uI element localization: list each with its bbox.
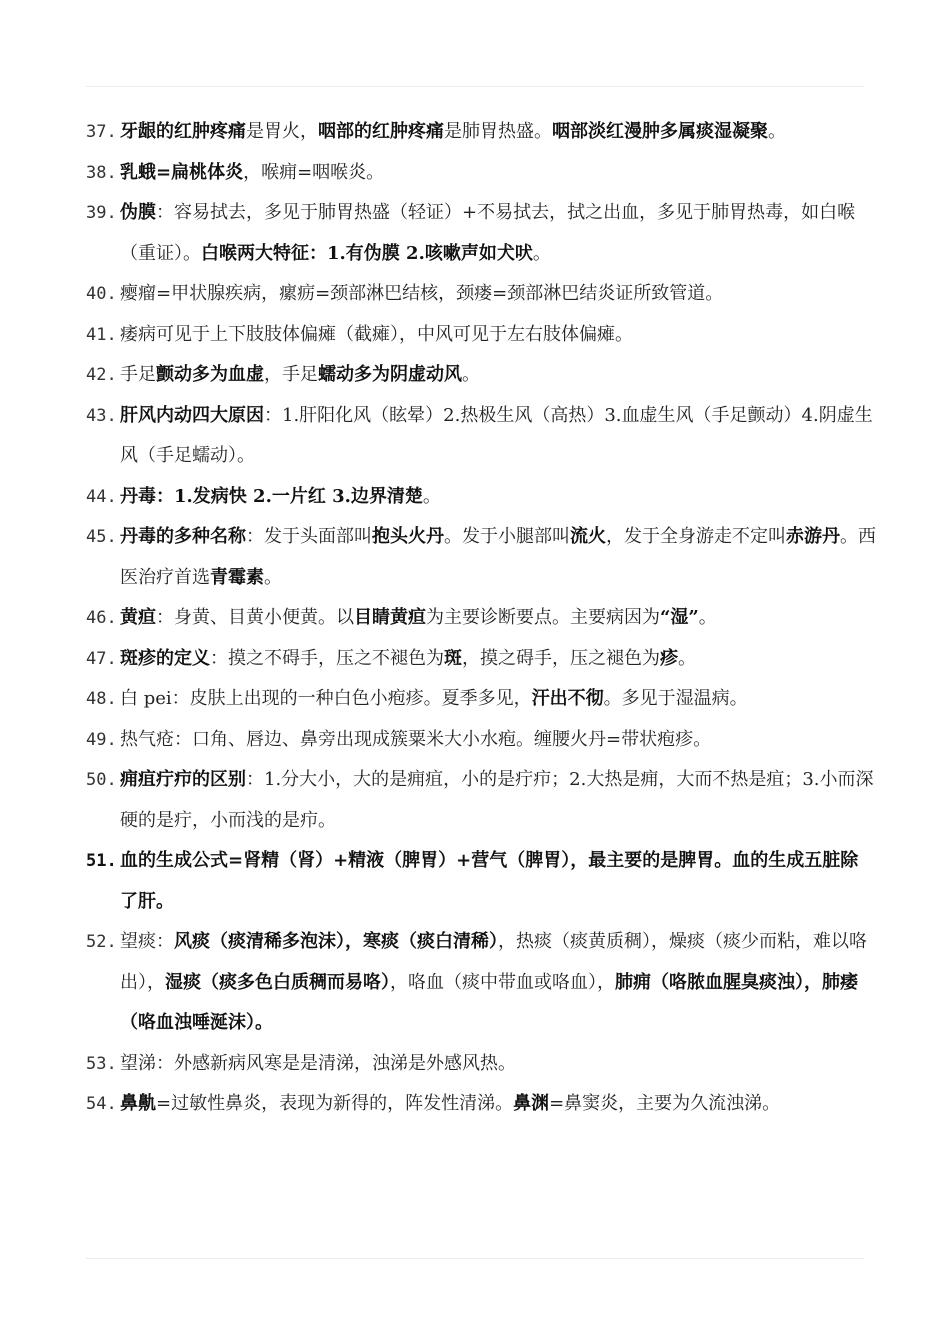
item-number: 47.: [86, 648, 117, 669]
bold-text: 疹: [660, 647, 678, 669]
item-number: 42.: [86, 365, 117, 385]
bold-text: 颤动多为血虚: [156, 364, 264, 385]
body-text: 。: [768, 121, 786, 142]
bold-text: 血的生成公式=肾精（肾）+精液（脾胃）+营气（脾胃），最主要的是脾胃。血的生成五脏除了肝。: [120, 850, 859, 912]
list-item: [86, 274, 876, 315]
item-number: 46.: [86, 608, 117, 628]
body-text: 手足: [120, 364, 156, 385]
list-item: [86, 760, 876, 841]
note-list: [86, 112, 876, 1125]
body-text: ：容易拭去，多见于肺胃热盛（轻证）+不易拭去，拭之出血，多见于肺胃热毒，如白喉（重证）。: [120, 202, 856, 264]
item-number: 50.: [86, 770, 117, 790]
body-text: =鼻窦炎，主要为久流浊涕。: [549, 1093, 781, 1114]
body-text: 。发于小腿部叫: [444, 526, 570, 547]
item-number: 53.: [86, 1053, 117, 1074]
body-text: 。: [698, 607, 717, 628]
list-item: [86, 1044, 876, 1085]
bold-text: 赤游丹: [786, 526, 840, 547]
item-number: 41.: [86, 324, 117, 345]
item-number: 38.: [86, 162, 117, 183]
bold-text: “湿”: [660, 607, 699, 628]
list-item: [86, 841, 876, 922]
body-text: 瘿瘤=甲状腺疾病，瘰疬=颈部淋巴结核，颈瘘=颈部淋巴结炎证所致管道。: [120, 283, 724, 304]
body-text: ，摸之碍手，压之褪色为: [462, 647, 660, 669]
bold-text: 湿痰（痰多色白质稠而易咯）: [165, 971, 390, 993]
list-item: [86, 922, 876, 1044]
bold-text: 目睛黄疸: [354, 607, 426, 628]
bold-text: 鼻渊: [513, 1093, 550, 1114]
body-text: ：发于头面部叫: [246, 526, 372, 547]
item-number: 54.: [86, 1094, 117, 1114]
item-number: 51.: [86, 851, 117, 871]
item-number: 44.: [86, 486, 117, 507]
bold-text: 伪膜: [120, 202, 156, 223]
item-number: 48.: [86, 689, 117, 709]
body-text: ，发于全身游走不定叫: [606, 526, 786, 547]
item-number: 37.: [86, 122, 117, 142]
body-text: 为主要诊断要点。主要病因为: [426, 607, 660, 628]
body-text: ，喉痈=咽喉炎。: [243, 161, 385, 183]
list-item: [86, 355, 876, 396]
body-text: 望涕：外感新病风寒是是清涕，浊涕是外感风热。: [120, 1052, 516, 1074]
bold-text: 牙龈的红肿疼痛: [120, 121, 246, 142]
bold-text: 汗出不彻: [531, 688, 604, 709]
body-text: 。西医治疗首选: [120, 526, 876, 588]
body-text: ：摸之不碍手，压之不褪色为: [210, 647, 444, 669]
list-item: [86, 639, 876, 680]
list-item: [86, 396, 876, 477]
list-item: [86, 517, 876, 598]
body-text: ：身黄、目黄小便黄。以: [156, 607, 354, 628]
body-text: 望痰：: [120, 931, 174, 952]
bold-text: 蠕动多为阴虚动风: [318, 364, 462, 385]
body-text: ，咯血（痰中带血或咯血），: [390, 971, 615, 993]
body-text: ，手足: [264, 364, 318, 385]
item-number: 49.: [86, 729, 117, 750]
item-number: 52.: [86, 932, 117, 952]
item-number: 40.: [86, 284, 117, 304]
bold-text: 痈疽疔疖的区别: [120, 769, 246, 790]
bold-text: 斑: [444, 647, 462, 669]
bold-text: 抱头火丹: [372, 526, 444, 547]
item-number: 39.: [86, 203, 117, 223]
body-text: 。: [532, 242, 551, 264]
body-text: 。: [678, 647, 696, 669]
bold-text: 黄疸: [120, 607, 156, 628]
body-text: 。: [264, 566, 282, 588]
bold-text: 肺痈（咯脓血腥臭痰浊），肺痿（咯血浊唾涎沫）。: [120, 971, 858, 1033]
list-item: [86, 315, 876, 356]
body-text: 。: [462, 364, 480, 385]
body-text: ：1.肝阳化风（眩晕）2.热极生风（高热）3.血虚生风（手足颤动）4.阴虚生风（手足蠕动）。: [120, 404, 873, 466]
body-text: 。多见于湿温病。: [603, 688, 748, 709]
list-item: [86, 477, 876, 518]
bold-text: 丹毒的多种名称: [120, 526, 246, 547]
body-text: 痿病可见于上下肢肢体偏瘫（截瘫），中风可见于左右肢体偏瘫。: [120, 323, 633, 345]
item-number: 45.: [86, 527, 117, 547]
list-item: [86, 1084, 876, 1125]
header-rule: [86, 86, 864, 87]
bold-text: 斑疹的定义: [120, 647, 210, 669]
body-text: 是肺胃热盛。: [444, 121, 552, 142]
footer-rule: [86, 1258, 864, 1259]
list-item: [86, 598, 876, 639]
item-number: 43.: [86, 405, 117, 426]
body-text: 是胃火，: [246, 121, 318, 142]
bold-text: 风痰（痰清稀多泡沫），寒痰（痰白清稀）: [174, 931, 498, 952]
bold-text: 流火: [570, 526, 606, 547]
body-text: ：1.分大小，大的是痈疽，小的是疔疖；2.大热是痈，大而不热是疽；3.小而深硬的是疔，小而浅的是疖。: [120, 769, 874, 831]
bold-text: 丹毒：1.发病快 2.一片红 3.边界清楚: [120, 485, 423, 507]
list-item: [86, 720, 876, 761]
bold-text: 咽部淡红漫肿多属痰湿凝聚: [552, 121, 768, 142]
body-text: 。: [422, 485, 441, 507]
bold-text: 乳蛾=扁桃体炎: [120, 161, 244, 183]
bold-text: 青霉素: [210, 566, 264, 588]
body-text: 热气疮：口角、唇边、鼻旁出现成簇粟米大小水疱。缠腰火丹=带状疱疹。: [120, 728, 712, 750]
bold-text: 白喉两大特征：1.有伪膜 2.咳嗽声如犬吠: [201, 242, 533, 264]
body-text: ，热痰（痰黄质稠），燥痰（痰少而粘，难以咯出），: [120, 931, 867, 993]
bold-text: 鼻鼽: [120, 1093, 156, 1114]
bold-text: 肝风内动四大原因: [120, 404, 264, 426]
body-text: 白 pei：皮肤上出现的一种白色小疱疹。夏季多见，: [120, 688, 532, 709]
list-item: [86, 679, 876, 720]
bold-text: 咽部的红肿疼痛: [318, 121, 444, 142]
list-item: [86, 193, 876, 274]
body-text: =过敏性鼻炎，表现为新得的，阵发性清涕。: [156, 1093, 514, 1114]
list-item: [86, 112, 876, 153]
list-item: [86, 153, 876, 194]
